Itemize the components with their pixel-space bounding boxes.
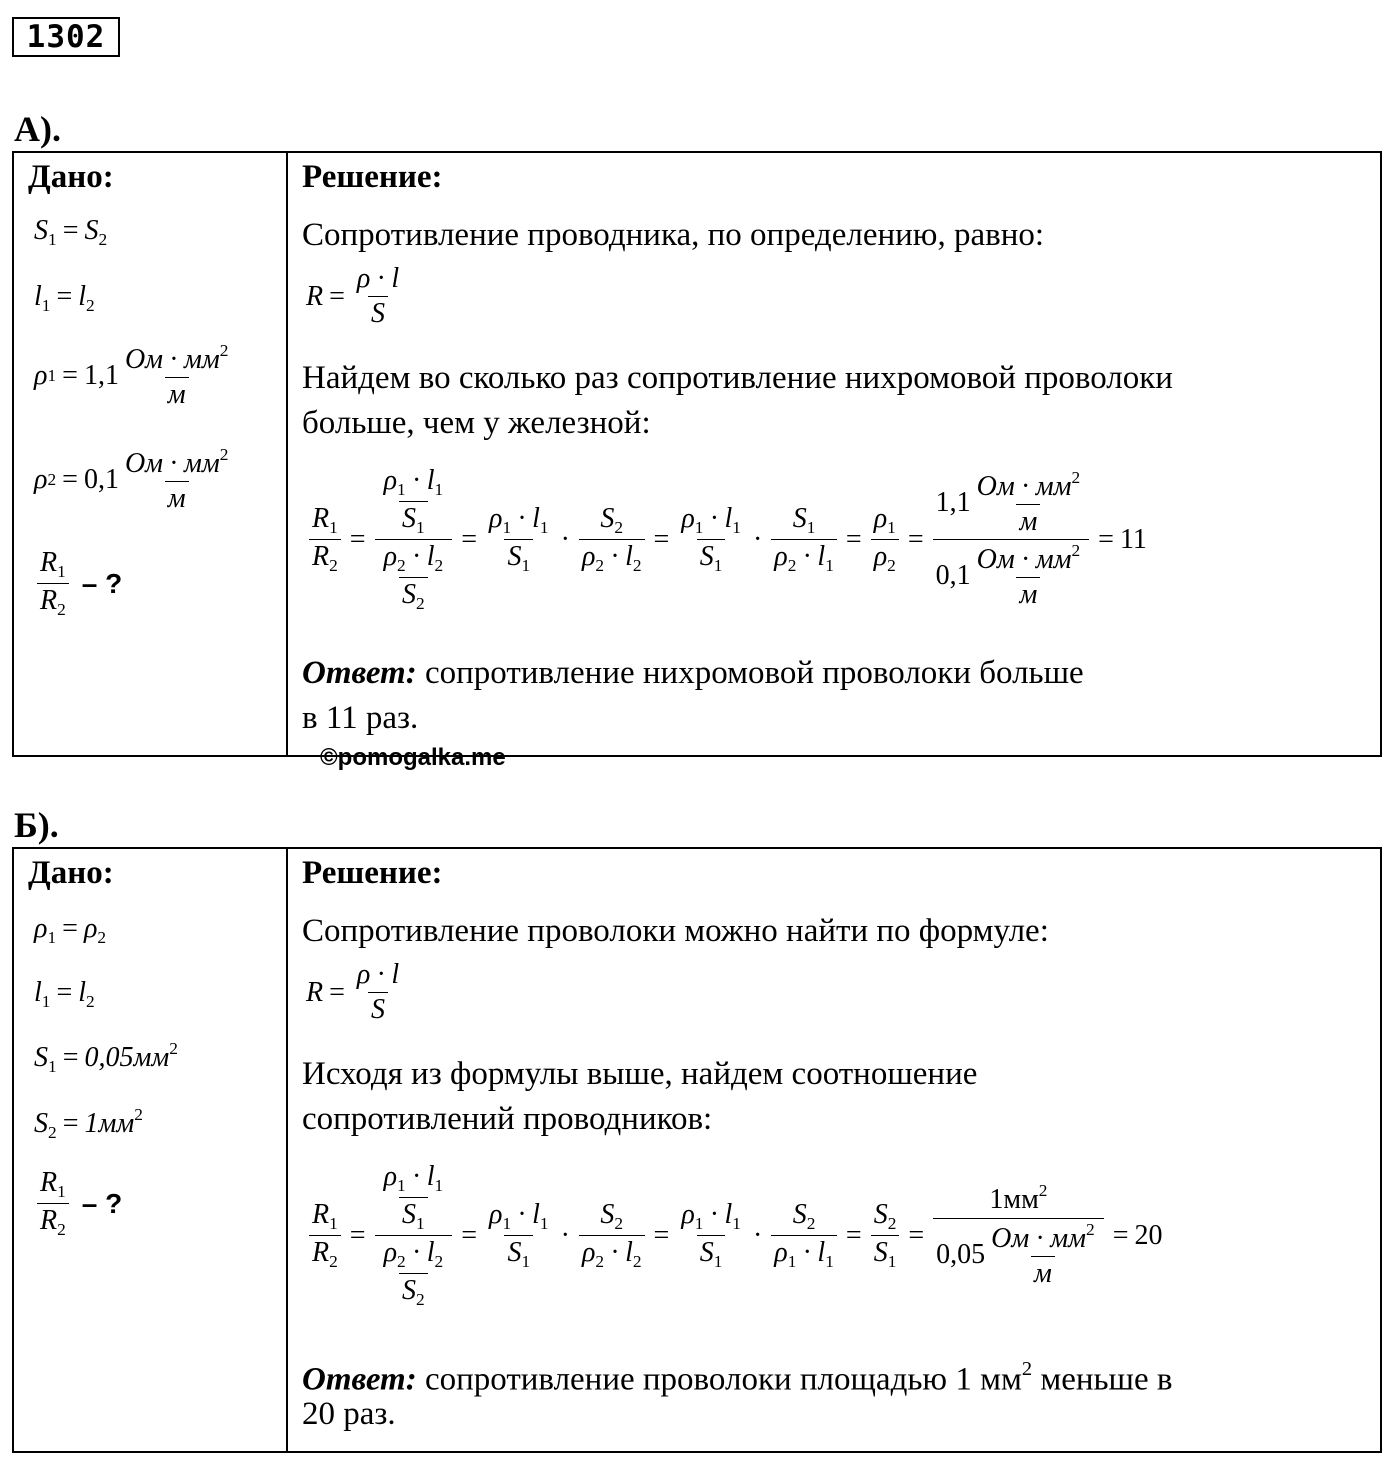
solution-text-2a: Найдем во сколько раз сопротивление нихромовой проволоки: [302, 360, 1173, 396]
ratio-derivation: $\frac{R_1}{R_2}$ = $\frac{\frac{\rho_1 \cdot l_1}{S_1}}{\frac{\rho_2 \cdot l_2}{S_2}}$ = $\frac{\rho_1 \cdot l_1}{S_1}$ · $\frac{S_2}{\rho_2 \cdot l_2}$ = $\frac{\rho_1 \cdot l_1}{S_1}$ · $\frac{S_1}{\rho_2 \cdot l_1}$ = $\frac{\rho_1}{\rho_2}$ = 1,1 $\frac{Ом \cdot мм^2}{м}$ 0,1 $\frac{Ом \cdot мм^2}{м}$ = 11: [306, 465, 1147, 614]
part-b-given: [14, 849, 286, 1451]
result-value: 11: [1119, 523, 1147, 555]
given-s-equal: $S_1 = S_2$: [34, 215, 108, 250]
answer-line-1: Ответ: сопротивление нихромовой проволоки больше: [302, 655, 1084, 691]
solution-text-2a: Исходя из формулы выше, найдем соотношение: [302, 1056, 978, 1092]
answer-line-2: в 11 раз.: [302, 700, 419, 736]
solution-text-2b: больше, чем у железной:: [302, 405, 651, 441]
column-divider: [286, 153, 288, 755]
solution-text-2b: сопротивлений проводников:: [302, 1101, 713, 1137]
given-rho2: ρ 2 = 0,1 $\frac{Ом \cdot мм^2}{м}$: [34, 445, 229, 515]
solution-header: Решение:: [302, 159, 443, 195]
part-a-label: А).: [14, 109, 61, 149]
part-b-label: Б).: [14, 805, 59, 845]
column-divider: [286, 849, 288, 1451]
part-a-solution: [302, 153, 1370, 755]
given-rho-equal: $\rho_1 = \rho_2$: [34, 913, 107, 948]
given-rho1: ρ 1 = 1,1 $\frac{Ом \cdot мм^2}{м}$: [34, 341, 229, 411]
given-find: $\frac{R_1}{R_2}$ – ?: [34, 1167, 122, 1240]
result-value: 20: [1134, 1219, 1163, 1251]
answer-line-2: 20 раз.: [302, 1396, 396, 1432]
solution-text-1: Сопротивление проводника, по определению, равно:: [302, 217, 1045, 253]
solution-text-1: Сопротивление проволоки можно найти по формуле:: [302, 913, 1049, 949]
formula-resistance: R = $\frac{\rho \cdot l}{S}$: [306, 959, 400, 1025]
given-l-equal: $l_1 = l_2$: [34, 281, 95, 316]
answer-label: Ответ:: [302, 655, 417, 691]
part-a-given: [14, 153, 286, 755]
given-header: Дано:: [28, 159, 114, 195]
part-a-panel: [12, 151, 1382, 757]
answer-label: Ответ:: [302, 1361, 417, 1398]
given-l-equal: $l_1 = l_2$: [34, 977, 95, 1012]
given-s1: $S_1 = 0,05мм^2$: [34, 1039, 178, 1077]
ratio-derivation: $\frac{R_1}{R_2}$ = $\frac{\frac{\rho_1 \cdot l_1}{S_1}}{\frac{\rho_2 \cdot l_2}{S_2}}$ = $\frac{\rho_1 \cdot l_1}{S_1}$ · $\frac{S_2}{\rho_2 \cdot l_2}$ = $\frac{\rho_1 \cdot l_1}{S_1}$ · $\frac{S_2}{\rho_1 \cdot l_1}$ = $\frac{S_2}{S_1}$ = $1мм^2$ 0,05 $\frac{Ом \cdot мм^2}{м}$ = 20: [306, 1161, 1162, 1310]
given-header: Дано:: [28, 855, 114, 891]
answer-line-1: Ответ: сопротивление проволоки площадью 1 $мм^2$ меньше в: [302, 1358, 1173, 1398]
part-b-solution: [302, 849, 1370, 1451]
given-find: $\frac{R_1}{R_2}$ – ?: [34, 547, 122, 620]
problem-number: 1302: [12, 17, 120, 57]
formula-resistance: R = $\frac{\rho \cdot l}{S}$: [306, 263, 400, 329]
given-s2: $S_2 = 1мм^2$: [34, 1105, 143, 1143]
part-b-panel: [12, 847, 1382, 1453]
solution-header: Решение:: [302, 855, 443, 891]
watermark: ©pomogalka.me: [320, 744, 506, 771]
